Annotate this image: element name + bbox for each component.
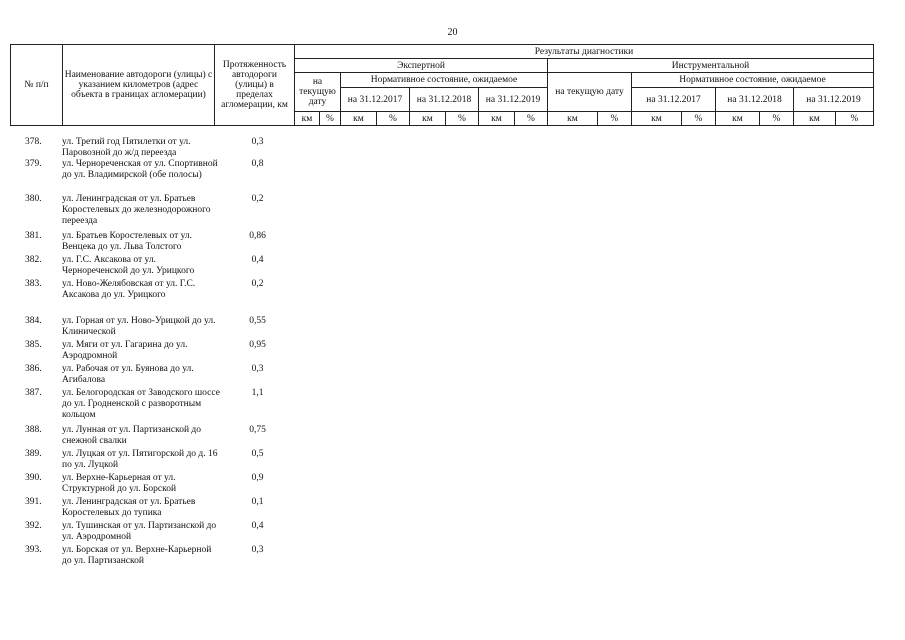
road-name: ул. Борская от ул. Верхне-Карьерной до ул. Партизанской — [62, 545, 212, 566]
header-expert-current: на текущую дату — [295, 73, 341, 112]
table-row — [10, 340, 410, 364]
road-name: ул. Чернореченская от ул. Спортивной до ул. Владимирской (обе полосы) — [62, 159, 218, 180]
road-name: ул. Верхне-Карьерная от ул. Структурной до ул. Борской — [62, 473, 177, 494]
header-length: Протяженность автодороги (улицы) в пределах агломерации, км — [215, 45, 295, 126]
row-number: 379. — [25, 159, 42, 169]
unit-cell: % — [836, 112, 874, 126]
unit-cell: % — [598, 112, 632, 126]
header-expert-date-2017: на 31.12.2017 — [341, 88, 410, 112]
row-number: 393. — [25, 545, 42, 555]
table-row — [10, 449, 410, 473]
road-length: 0,4 — [251, 255, 264, 265]
table-row — [10, 473, 410, 497]
road-name: ул. Луцкая от ул. Пятигорской до д. 16 по ул. Луцкой — [62, 449, 218, 470]
row-number: 384. — [25, 316, 42, 326]
table-row — [10, 316, 410, 340]
header-instrumental: Инструментальной — [548, 59, 874, 73]
row-number: 390. — [25, 473, 42, 483]
table-row — [10, 255, 410, 279]
table-row — [10, 194, 410, 231]
row-number: 383. — [25, 279, 42, 289]
unit-cell: км — [794, 112, 836, 126]
road-length: 0,95 — [249, 340, 266, 350]
road-length: 0,86 — [249, 231, 266, 241]
table-row — [10, 159, 410, 194]
row-number: 387. — [25, 388, 42, 398]
unit-cell: км — [341, 112, 377, 126]
table-row — [10, 521, 410, 545]
road-name: ул. Тушинская от ул. Партизанской до ул. Аэродромной — [62, 521, 217, 542]
table-row — [10, 231, 410, 255]
road-name: ул. Ленинградская от ул. Братьев Коростелевых до тупика — [62, 497, 196, 518]
road-name: ул. Ленинградская от ул. Братьев Коростелевых до железнодорожного переезда — [62, 194, 211, 226]
road-name: ул. Белогородская от Заводского шоссе до ул. Гродненской с разворотным кольцом — [62, 388, 220, 420]
header-instr-date-2017: на 31.12.2017 — [632, 88, 716, 112]
road-name: ул. Братьев Коростелевых от ул. Венцека до ул. Льва Толстого — [62, 231, 193, 252]
road-length: 0,9 — [251, 473, 264, 483]
road-length: 0,8 — [251, 159, 264, 169]
header-instr-normative: Нормативное состояние, ожидаемое — [632, 73, 874, 88]
road-length: 0,3 — [251, 545, 264, 555]
unit-cell: % — [377, 112, 410, 126]
header-expert-normative: Нормативное состояние, ожидаемое — [341, 73, 548, 88]
row-number: 380. — [25, 194, 42, 204]
unit-cell: км — [295, 112, 320, 126]
row-number: 388. — [25, 425, 42, 435]
header-instr-date-2019: на 31.12.2019 — [794, 88, 874, 112]
road-name: ул. Рабочая от ул. Буянова до ул. Агибалова — [62, 364, 194, 385]
header-expert-date-2018: на 31.12.2018 — [410, 88, 479, 112]
road-length: 0,5 — [251, 449, 264, 459]
road-length: 0,3 — [251, 137, 264, 147]
row-number: 385. — [25, 340, 42, 350]
road-list — [10, 137, 410, 569]
header-results: Результаты диагностики — [295, 45, 874, 59]
header-instr-date-2018: на 31.12.2018 — [716, 88, 794, 112]
unit-cell: % — [515, 112, 548, 126]
table-row — [10, 279, 410, 316]
unit-cell: % — [320, 112, 341, 126]
row-number: 386. — [25, 364, 42, 374]
road-name: ул. Ново-Желябовская от ул. Г.С. Аксакова до ул. Урицкого — [62, 279, 196, 300]
table-row — [10, 364, 410, 388]
road-length: 0,2 — [251, 279, 264, 289]
row-number: 392. — [25, 521, 42, 531]
road-name: ул. Г.С. Аксакова от ул. Чернореченской до ул. Урицкого — [62, 255, 195, 276]
road-name: ул. Мяги от ул. Гагарина до ул. Аэродромной — [62, 340, 188, 361]
unit-cell: % — [446, 112, 479, 126]
road-length: 1,1 — [251, 388, 264, 398]
road-length: 0,4 — [251, 521, 264, 531]
table-row — [10, 545, 410, 569]
row-number: 391. — [25, 497, 42, 507]
header-instr-current: на текущую дату — [548, 73, 632, 112]
road-name: ул. Лунная от ул. Партизанской до снежной свалки — [62, 425, 202, 446]
road-length: 0,1 — [251, 497, 264, 507]
unit-cell: км — [479, 112, 515, 126]
table-row — [10, 137, 410, 159]
road-length: 0,55 — [249, 316, 266, 326]
table-row — [10, 497, 410, 521]
header-road-name: Наименование автодороги (улицы) с указанием километров (адрес объекта в границах агломерации) — [63, 45, 215, 126]
header-expert-date-2019: на 31.12.2019 — [479, 88, 548, 112]
row-number: 381. — [25, 231, 42, 241]
road-name: ул. Горная от ул. Ново-Урицкой до ул. Клинической — [62, 316, 216, 337]
unit-cell: % — [760, 112, 794, 126]
header-expert: Экспертной — [295, 59, 548, 73]
road-length: 0,2 — [251, 194, 264, 204]
table-row — [10, 388, 410, 425]
road-length: 0,75 — [249, 425, 266, 435]
diagnostics-header-table — [10, 44, 874, 126]
row-number: 389. — [25, 449, 42, 459]
page-number: 20 — [447, 27, 458, 38]
unit-cell: км — [548, 112, 598, 126]
road-length: 0,3 — [251, 364, 264, 374]
header-num: № п/п — [11, 45, 63, 126]
road-name: ул. Третий год Пятилетки от ул. Паровозной до ж/д переезда — [62, 137, 191, 158]
unit-cell: % — [682, 112, 716, 126]
unit-cell: км — [632, 112, 682, 126]
unit-cell: км — [716, 112, 760, 126]
row-number: 378. — [25, 137, 42, 147]
row-number: 382. — [25, 255, 42, 265]
unit-cell: км — [410, 112, 446, 126]
table-row — [10, 425, 410, 449]
